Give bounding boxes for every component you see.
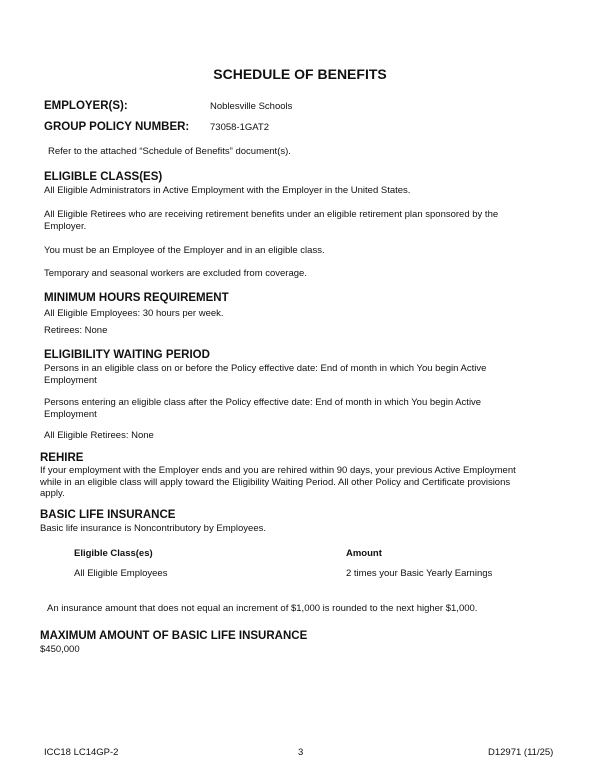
rehire-p1: If your employment with the Employer ends and you are rehired within 90 days, your previous Active Employment while in an eligible class will apply toward the Eligibility Waiting Period. All other Policy and Certificate provisions apply. [40, 465, 516, 499]
rounding-note: An insurance amount that does not equal an increment of $1,000 is rounded to the next higher $1,000. [47, 603, 478, 614]
basic-life-p1: Basic life insurance is Noncontributory by Employees. [40, 523, 266, 534]
refer-note: Refer to the attached “Schedule of Benefits” document(s). [48, 146, 291, 157]
rehire-heading: REHIRE [40, 452, 84, 464]
waiting-period-heading: ELIGIBILITY WAITING PERIOD [44, 349, 210, 361]
footer-form-number: ICC18 LC14GP-2 [44, 747, 119, 758]
max-basic-life-value: $450,000 [40, 644, 80, 655]
eligible-classes-p2: All Eligible Retirees who are receiving retirement benefits under an eligible retirement plan sponsored by the Employer. [44, 209, 499, 232]
eligible-classes-p3: You must be an Employee of the Employer and in an eligible class. [44, 245, 325, 256]
footer-page-number: 3 [298, 747, 304, 758]
min-hours-heading: MINIMUM HOURS REQUIREMENT [44, 292, 229, 304]
footer-doc-code: D12971 (11/25) [488, 747, 554, 758]
waiting-period-p3: All Eligible Retirees: None [44, 430, 154, 441]
employer-value: Noblesville Schools [210, 101, 293, 112]
eligible-classes-heading: ELIGIBLE CLASS(ES) [44, 171, 163, 183]
table-header-amount: Amount [346, 548, 382, 559]
group-policy-value: 73058-1GAT2 [210, 122, 269, 133]
group-policy-label: GROUP POLICY NUMBER: [44, 121, 190, 133]
employer-label: EMPLOYER(S): [44, 100, 128, 112]
table-cell-amount: 2 times your Basic Yearly Earnings [346, 568, 493, 579]
min-hours-p2: Retirees: None [44, 325, 108, 336]
max-basic-life-heading: MAXIMUM AMOUNT OF BASIC LIFE INSURANCE [40, 630, 308, 642]
waiting-period-p2: Persons entering an eligible class after the Policy effective date: End of month in which You begin Active Employment [44, 397, 482, 420]
basic-life-heading: BASIC LIFE INSURANCE [40, 509, 176, 521]
min-hours-p1: All Eligible Employees: 30 hours per week. [44, 308, 224, 319]
table-header-class: Eligible Class(es) [74, 548, 153, 559]
table-cell-class: All Eligible Employees [74, 568, 168, 579]
page-title: SCHEDULE OF BENEFITS [213, 66, 387, 82]
waiting-period-p1: Persons in an eligible class on or before the Policy effective date: End of month in which You begin Active Employment [44, 363, 487, 386]
eligible-classes-p4: Temporary and seasonal workers are excluded from coverage. [44, 268, 307, 279]
eligible-classes-p1: All Eligible Administrators in Active Employment with the Employer in the United States. [44, 185, 411, 196]
